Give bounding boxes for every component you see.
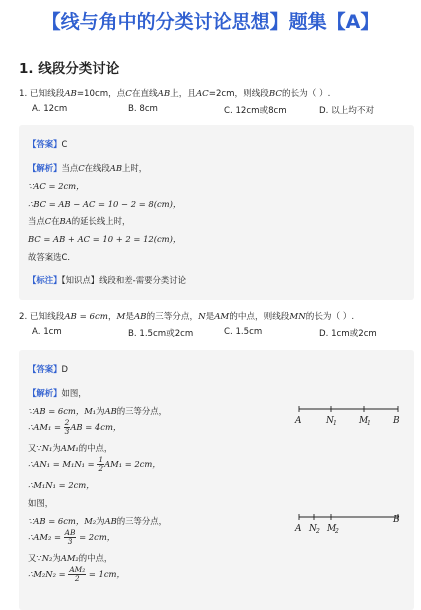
point-m2-label: M: [327, 524, 337, 534]
analysis-line-3: ∴BC = AB − AC = 10 − 2 = 8(cm)，: [28, 199, 182, 209]
answer-line: 【答案】C: [28, 139, 68, 149]
point-m1-subscript: 1: [367, 420, 371, 427]
analysis-line-4: 当点C在BA的延长线上时，: [28, 216, 131, 226]
analysis-line-2: ∵AC = 2cm，: [28, 181, 85, 191]
analysis-line-10: 又∵N₂为AM₂的中点，: [28, 553, 113, 563]
analysis-line-8: ∵AB = 6cm，M₂为AB的三等分点，: [28, 516, 167, 526]
point-m2-subscript: 2: [335, 528, 339, 535]
analysis-line-6: 故答案选C．: [28, 252, 76, 262]
answer-line: 【答案】D: [28, 364, 68, 374]
option-b: B. 8cm: [128, 104, 158, 114]
analysis-line-7: 如图，: [28, 498, 54, 508]
analysis-line-9: ∴AM₂ = $\frac{AB}{3}$ = 2cm，: [28, 528, 116, 546]
analysis-line-4: 又∵N₁为AM₁的中点，: [28, 443, 113, 453]
option-b: B. 1.5cm或2cm: [128, 329, 194, 339]
point-b-label: B: [393, 515, 400, 525]
point-n1-label: N: [326, 416, 334, 426]
section-title: 1. 线段分类讨论: [19, 61, 120, 77]
answer-box-1: [19, 125, 414, 300]
point-n2-label: N: [309, 524, 317, 534]
segment-figure-2: [294, 510, 404, 536]
page-title: 【线与角中的分类讨论思想】题集【A】: [41, 11, 380, 33]
option-a: A. 1cm: [32, 327, 62, 337]
analysis-line-3: ∴AM₁ = $\frac{2}{3}$ AB = 4cm，: [28, 418, 122, 436]
analysis-line-1: 【解析】如图，: [28, 388, 87, 398]
analysis-line-5: ∴AN₁ = M₁N₁ = $\frac{1}{2}$ AM₁ = 2cm，: [28, 455, 161, 473]
segment-figure-1: [294, 402, 404, 428]
option-c: C. 12cm或8cm: [224, 106, 287, 116]
point-m1-label: M: [359, 416, 369, 426]
note-line: 【标注】【知识点】线段和差-需要分类讨论: [28, 275, 186, 285]
option-d: D. 1cm或2cm: [319, 329, 377, 339]
option-d: D. 以上均不对: [319, 106, 375, 116]
question-1-stem: 1. 已知线段AB=10cm，点C在直线AB上，且AC=2cm，则线段BC的长为（ ）.: [19, 89, 331, 99]
point-a-label: A: [295, 416, 302, 426]
option-a: A. 12cm: [32, 104, 68, 114]
question-2-stem: 2. 已知线段AB = 6cm，M是AB的三等分点，N是AM的中点，则线段MN的长为（ ）.: [19, 312, 355, 322]
option-c: C. 1.5cm: [224, 327, 263, 337]
point-n1-subscript: 1: [333, 420, 337, 427]
analysis-line-5: BC = AB + AC = 10 + 2 = 12(cm)，: [28, 234, 182, 244]
analysis-line-6: ∴M₁N₁ = 2cm，: [28, 480, 95, 490]
point-n2-subscript: 2: [316, 528, 320, 535]
analysis-line-1: 【解析】当点C在线段AB上时，: [28, 163, 148, 173]
analysis-line-2: ∵AB = 6cm，M₁为AB的三等分点，: [28, 406, 167, 416]
answer-box-2: [19, 350, 414, 610]
point-a-label: A: [295, 524, 302, 534]
analysis-line-11: ∴M₂N₂ = $\frac{\text{AM₂}}{2}$ = 1cm，: [28, 565, 125, 583]
point-b-label: B: [393, 416, 400, 426]
